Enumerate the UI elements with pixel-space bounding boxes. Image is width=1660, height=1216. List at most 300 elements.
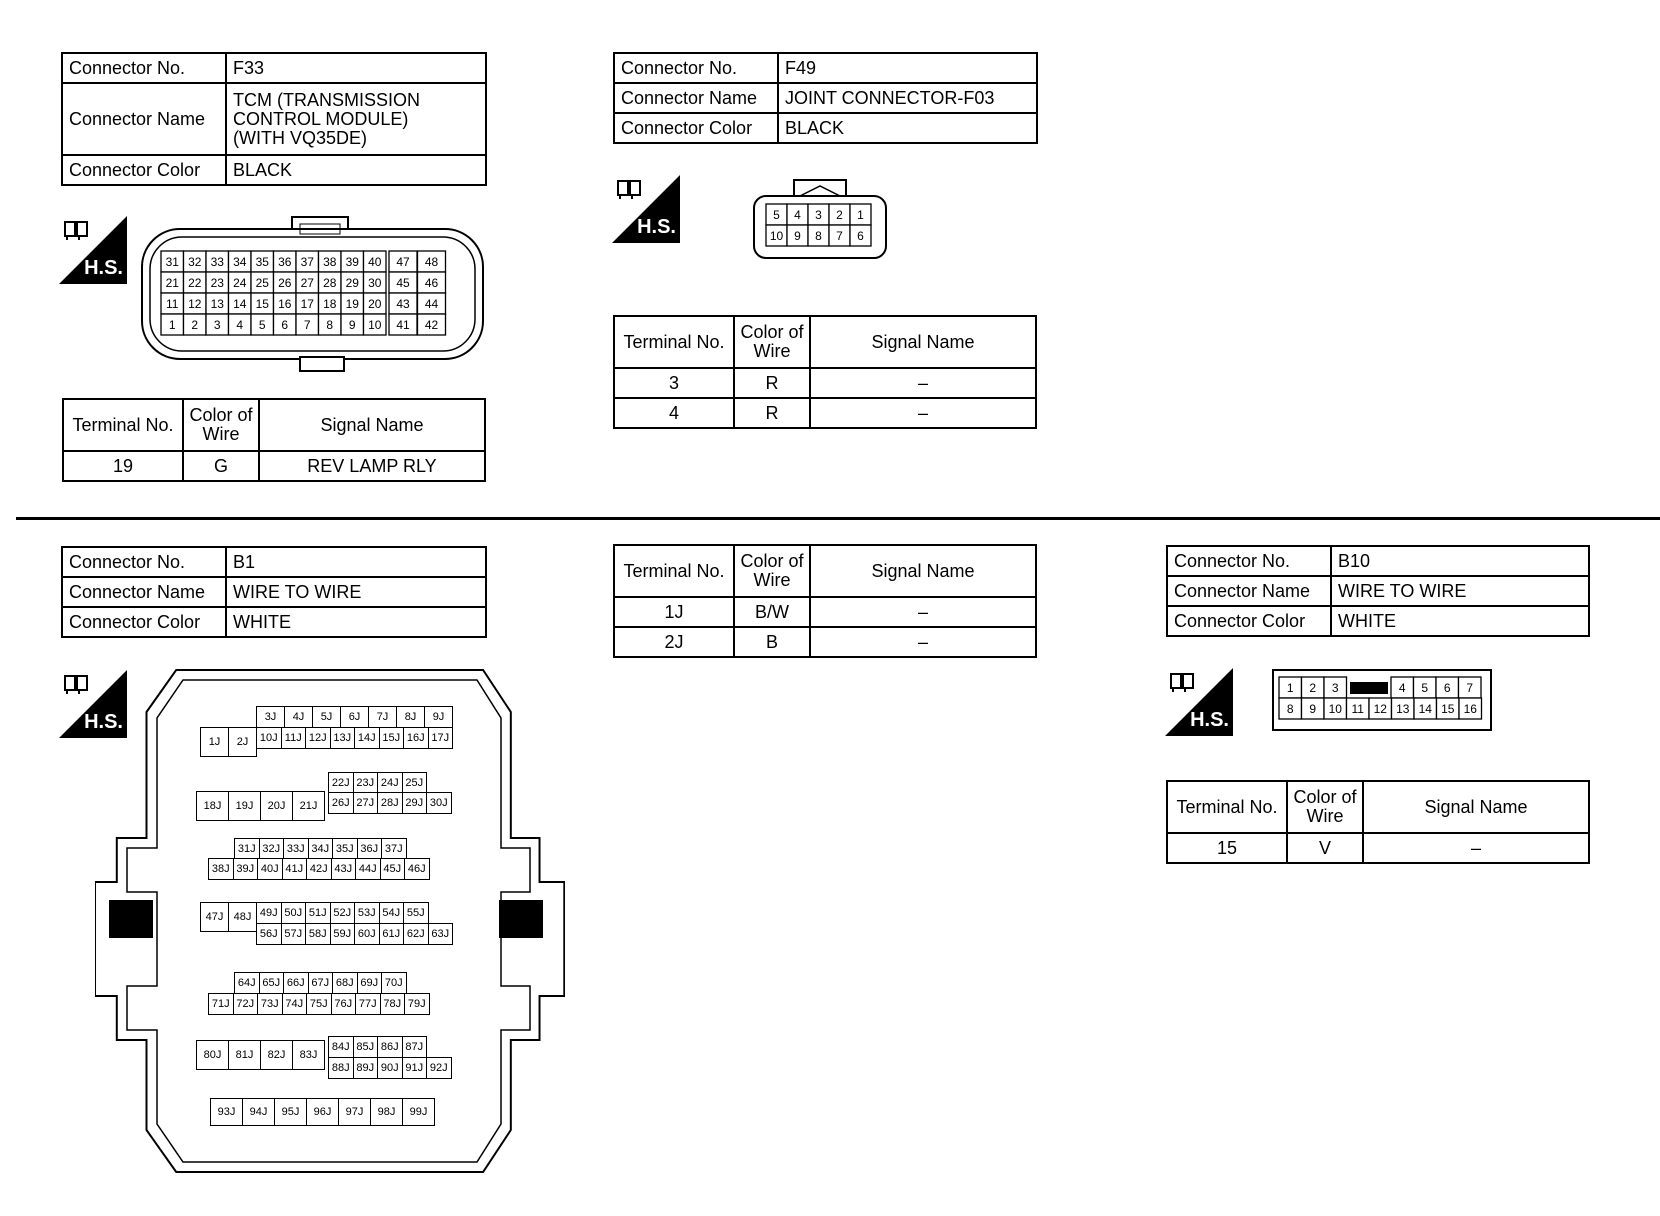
connector-pin-5 — [251, 314, 274, 335]
connector-pin-12 — [1369, 698, 1392, 719]
connector-pin-15 — [251, 293, 274, 314]
f49-info-table — [613, 52, 1038, 144]
svg-text:40: 40 — [368, 254, 382, 269]
table-cell-signal: – — [810, 597, 1036, 627]
connector-cavity-89J: 89J — [353, 1057, 379, 1079]
table-cell-color: V — [1287, 833, 1363, 863]
connector-cavity-38J: 38J — [208, 858, 234, 880]
svg-text:12: 12 — [188, 296, 202, 311]
connector-cavity-18J: 18J — [196, 791, 229, 821]
svg-text:35: 35 — [255, 254, 269, 269]
table-cell-color: R — [734, 398, 810, 428]
connector-cavity-95J: 95J — [274, 1098, 307, 1126]
connector-cavity-90J: 90J — [377, 1057, 403, 1079]
table-cell-signal: – — [810, 398, 1036, 428]
connector-cavity-87J: 87J — [402, 1036, 428, 1058]
connector-cavity-97J: 97J — [338, 1098, 371, 1126]
svg-text:26: 26 — [278, 275, 292, 290]
connector-pin-10 — [364, 314, 387, 335]
svg-text:10: 10 — [368, 317, 382, 332]
connector-pin-48 — [418, 251, 446, 272]
connector-cavity-57J: 57J — [281, 923, 307, 945]
b1-h-terminal: Terminal No. — [614, 545, 734, 597]
connector-cavity-69J: 69J — [357, 972, 383, 994]
svg-text:3: 3 — [213, 317, 221, 332]
table-cell-terminal: 15 — [1167, 833, 1287, 863]
b10-label-color: Connector Color — [1167, 606, 1331, 636]
section-divider — [16, 517, 1660, 520]
svg-text:45: 45 — [396, 275, 410, 290]
connector-pin-8 — [319, 314, 342, 335]
connector-pin-12 — [184, 293, 207, 314]
svg-text:22: 22 — [188, 275, 202, 290]
connector-pin-40 — [364, 251, 387, 272]
connector-cavity-47J: 47J — [200, 902, 229, 932]
svg-text:33: 33 — [210, 254, 224, 269]
connector-cavity-11J: 11J — [281, 727, 307, 749]
svg-text:4: 4 — [1398, 680, 1406, 695]
f33-h-color: Color of Wire — [183, 399, 259, 451]
connector-cavity-66J: 66J — [283, 972, 309, 994]
connector-pin-11 — [161, 293, 184, 314]
b10-connector-face — [1272, 669, 1492, 731]
f33-connector-color: BLACK — [226, 155, 486, 185]
b10-connector-color: WHITE — [1331, 606, 1589, 636]
svg-text:5: 5 — [773, 207, 780, 222]
connector-cavity-21J: 21J — [292, 791, 325, 821]
b1-terminal-table — [613, 544, 1037, 658]
svg-text:29: 29 — [345, 275, 359, 290]
svg-text:18: 18 — [323, 296, 337, 311]
svg-text:10: 10 — [769, 228, 784, 243]
b10-label-no: Connector No. — [1167, 546, 1331, 576]
connector-cavity-23J: 23J — [353, 772, 379, 794]
b1-h-signal: Signal Name — [810, 545, 1036, 597]
f33-connector-name: TCM (TRANSMISSION CONTROL MODULE) (WITH VQ35DE) — [226, 83, 486, 155]
connector-pin-2 — [829, 204, 850, 225]
connector-pin-4 — [229, 314, 252, 335]
b10-connector-name: WIRE TO WIRE — [1331, 576, 1589, 606]
hs-label: H.S. — [84, 711, 123, 733]
connector-pin-26 — [274, 272, 297, 293]
connector-cavity-31J: 31J — [234, 838, 260, 860]
connector-cavity-61J: 61J — [379, 923, 405, 945]
svg-text:14: 14 — [233, 296, 247, 311]
connector-cavity-1J: 1J — [200, 727, 229, 757]
connector-cavity-27J: 27J — [353, 792, 379, 814]
connector-pin-6 — [274, 314, 297, 335]
svg-text:3: 3 — [1331, 680, 1339, 695]
f49-connector-face — [752, 178, 888, 260]
connector-cavity-77J: 77J — [355, 993, 381, 1015]
connector-cavity-65J: 65J — [259, 972, 285, 994]
svg-text:41: 41 — [396, 317, 410, 332]
connector-cavity-51J: 51J — [305, 902, 331, 924]
b10-h-color: Color of Wire — [1287, 781, 1363, 833]
connector-cavity-26J: 26J — [328, 792, 354, 814]
hs-label: H.S. — [1190, 709, 1229, 731]
connector-cavity-94J: 94J — [242, 1098, 275, 1126]
svg-text:1: 1 — [1286, 680, 1294, 695]
connector-pin-32 — [184, 251, 207, 272]
connector-pin-47 — [389, 251, 417, 272]
connector-pin-34 — [229, 251, 252, 272]
svg-text:15: 15 — [1441, 701, 1455, 716]
f49-h-signal: Signal Name — [810, 316, 1036, 368]
f33-h-signal: Signal Name — [259, 399, 485, 451]
connector-cavity-67J: 67J — [308, 972, 334, 994]
svg-text:9: 9 — [794, 228, 801, 243]
svg-text:3: 3 — [815, 207, 822, 222]
connector-cavity-15J: 15J — [379, 727, 405, 749]
connector-cavity-40J: 40J — [257, 858, 283, 880]
connector-cavity-33J: 33J — [283, 838, 309, 860]
connector-cavity-56J: 56J — [256, 923, 282, 945]
f33-connector-no: F33 — [226, 53, 486, 83]
b1-label-no: Connector No. — [62, 547, 226, 577]
connector-pin-18 — [319, 293, 342, 314]
connector-cavity-6J: 6J — [340, 706, 369, 728]
connector-cavity-85J: 85J — [353, 1036, 379, 1058]
b1-connector-no: B1 — [226, 547, 486, 577]
connector-cavity-42J: 42J — [306, 858, 332, 880]
connector-pin-9 — [1302, 698, 1325, 719]
connector-cavity-62J: 62J — [403, 923, 429, 945]
svg-text:43: 43 — [396, 296, 410, 311]
connector-pin-20 — [364, 293, 387, 314]
svg-text:32: 32 — [188, 254, 202, 269]
connector-pin-39 — [341, 251, 364, 272]
svg-text:23: 23 — [210, 275, 224, 290]
table-cell-terminal: 3 — [614, 368, 734, 398]
connector-cavity-79J: 79J — [404, 993, 430, 1015]
connector-pin-2 — [1302, 677, 1325, 698]
connector-pin-44 — [418, 293, 446, 314]
connector-cavity-34J: 34J — [308, 838, 334, 860]
connector-cavity-72J: 72J — [233, 993, 259, 1015]
f49-terminal-table — [613, 315, 1037, 429]
connector-pin-42 — [418, 314, 446, 335]
connector-pin-5 — [766, 204, 787, 225]
key-block — [1350, 682, 1388, 694]
connector-pin-17 — [296, 293, 319, 314]
connector-cavity-46J: 46J — [404, 858, 430, 880]
connector-pin-6 — [1436, 677, 1459, 698]
b1-label-color: Connector Color — [62, 607, 226, 637]
f33-connector-face — [140, 216, 485, 374]
connector-pin-7 — [829, 225, 850, 246]
connector-cavity-4J: 4J — [284, 706, 313, 728]
svg-text:5: 5 — [1421, 680, 1429, 695]
connector-cavity-78J: 78J — [380, 993, 406, 1015]
connector-cavity-91J: 91J — [402, 1057, 428, 1079]
connector-pin-7 — [296, 314, 319, 335]
connector-pin-7 — [1459, 677, 1482, 698]
connector-pin-14 — [1414, 698, 1437, 719]
svg-text:25: 25 — [255, 275, 269, 290]
svg-text:24: 24 — [233, 275, 247, 290]
connector-cavity-44J: 44J — [355, 858, 381, 880]
svg-text:42: 42 — [424, 317, 439, 332]
b1-info-table — [61, 546, 487, 638]
b1-connector-name: WIRE TO WIRE — [226, 577, 486, 607]
connector-cavity-86J: 86J — [377, 1036, 403, 1058]
connector-cavity-70J: 70J — [381, 972, 407, 994]
table-cell-color: B/W — [734, 597, 810, 627]
svg-text:31: 31 — [165, 254, 179, 269]
f33-h-terminal: Terminal No. — [63, 399, 183, 451]
svg-text:13: 13 — [210, 296, 224, 311]
connector-pin-11 — [1347, 698, 1370, 719]
connector-cavity-68J: 68J — [332, 972, 358, 994]
connector-cavity-64J: 64J — [234, 972, 260, 994]
connector-cavity-75J: 75J — [306, 993, 332, 1015]
connector-cavity-32J: 32J — [259, 838, 285, 860]
connector-cavity-2J: 2J — [228, 727, 257, 757]
table-cell-color: G — [183, 451, 259, 481]
connector-cavity-58J: 58J — [305, 923, 331, 945]
svg-text:20: 20 — [368, 296, 382, 311]
b1-h-color: Color of Wire — [734, 545, 810, 597]
connector-pin-37 — [296, 251, 319, 272]
connector-cavity-74J: 74J — [282, 993, 308, 1015]
svg-text:4: 4 — [236, 317, 244, 332]
connector-pin-1 — [161, 314, 184, 335]
hs-label: H.S. — [637, 216, 676, 238]
connector-cavity-19J: 19J — [228, 791, 261, 821]
connector-pin-25 — [251, 272, 274, 293]
connector-cavity-88J: 88J — [328, 1057, 354, 1079]
svg-text:8: 8 — [1286, 701, 1294, 716]
connector-cavity-73J: 73J — [257, 993, 283, 1015]
connector-pin-30 — [364, 272, 387, 293]
connector-cavity-98J: 98J — [370, 1098, 403, 1126]
hs-icon — [1165, 668, 1233, 736]
svg-text:6: 6 — [857, 228, 864, 243]
svg-text:37: 37 — [300, 254, 314, 269]
b10-label-name: Connector Name — [1167, 576, 1331, 606]
connector-cavity-60J: 60J — [354, 923, 380, 945]
connector-cavity-36J: 36J — [357, 838, 383, 860]
connector-cavity-76J: 76J — [331, 993, 357, 1015]
svg-text:2: 2 — [191, 317, 199, 332]
b10-h-terminal: Terminal No. — [1167, 781, 1287, 833]
connector-cavity-55J: 55J — [403, 902, 429, 924]
connector-cavity-29J: 29J — [402, 792, 428, 814]
table-cell-color: B — [734, 627, 810, 657]
svg-text:5: 5 — [258, 317, 266, 332]
svg-text:46: 46 — [424, 275, 439, 290]
svg-text:9: 9 — [1309, 701, 1317, 716]
svg-text:2: 2 — [1309, 680, 1317, 695]
connector-pin-3 — [1324, 677, 1347, 698]
connector-pin-23 — [206, 272, 229, 293]
connector-pin-2 — [184, 314, 207, 335]
f49-label-name: Connector Name — [614, 83, 778, 113]
svg-text:16: 16 — [278, 296, 292, 311]
table-cell-signal: – — [810, 368, 1036, 398]
connector-cavity-5J: 5J — [312, 706, 341, 728]
b10-terminal-table — [1166, 780, 1590, 864]
connector-pin-21 — [161, 272, 184, 293]
svg-text:7: 7 — [303, 317, 311, 332]
connector-pin-28 — [319, 272, 342, 293]
f33-label-no: Connector No. — [62, 53, 226, 83]
svg-text:14: 14 — [1418, 701, 1432, 716]
connector-cavity-14J: 14J — [354, 727, 380, 749]
connector-pin-9 — [787, 225, 808, 246]
connector-pin-9 — [341, 314, 364, 335]
connector-pin-19 — [341, 293, 364, 314]
connector-pin-22 — [184, 272, 207, 293]
connector-cavity-49J: 49J — [256, 902, 282, 924]
f49-label-color: Connector Color — [614, 113, 778, 143]
connector-pin-36 — [274, 251, 297, 272]
f49-connector-no: F49 — [778, 53, 1037, 83]
table-cell-signal: REV LAMP RLY — [259, 451, 485, 481]
table-cell-signal: – — [810, 627, 1036, 657]
connector-cavity-8J: 8J — [396, 706, 425, 728]
svg-text:48: 48 — [424, 254, 439, 269]
hs-icon — [612, 175, 680, 243]
connector-cavity-43J: 43J — [331, 858, 357, 880]
connector-cavity-10J: 10J — [256, 727, 282, 749]
svg-text:39: 39 — [345, 254, 359, 269]
connector-pin-13 — [1392, 698, 1415, 719]
connector-cavity-48J: 48J — [228, 902, 257, 932]
connector-pin-1 — [1279, 677, 1302, 698]
connector-cavity-3J: 3J — [256, 706, 285, 728]
hs-icon — [59, 216, 127, 284]
f33-label-color: Connector Color — [62, 155, 226, 185]
connector-cavity-63J: 63J — [428, 923, 454, 945]
svg-text:7: 7 — [836, 228, 843, 243]
svg-text:6: 6 — [281, 317, 289, 332]
connector-cavity-83J: 83J — [292, 1040, 325, 1070]
connector-pin-16 — [1459, 698, 1482, 719]
svg-text:8: 8 — [326, 317, 334, 332]
connector-pin-13 — [206, 293, 229, 314]
connector-pin-14 — [229, 293, 252, 314]
b10-connector-no: B10 — [1331, 546, 1589, 576]
connector-pin-5 — [1414, 677, 1437, 698]
table-cell-terminal: 4 — [614, 398, 734, 428]
b1-connector-color: WHITE — [226, 607, 486, 637]
svg-text:4: 4 — [794, 207, 801, 222]
svg-text:10: 10 — [1328, 701, 1342, 716]
connector-cavity-54J: 54J — [379, 902, 405, 924]
svg-text:38: 38 — [323, 254, 337, 269]
svg-text:16: 16 — [1463, 701, 1477, 716]
svg-text:11: 11 — [166, 296, 179, 311]
connector-pin-4 — [787, 204, 808, 225]
svg-text:21: 21 — [165, 275, 179, 290]
f49-label-no: Connector No. — [614, 53, 778, 83]
connector-pin-29 — [341, 272, 364, 293]
connector-cavity-96J: 96J — [306, 1098, 339, 1126]
svg-text:36: 36 — [278, 254, 292, 269]
connector-cavity-71J: 71J — [208, 993, 234, 1015]
f49-connector-name: JOINT CONNECTOR-F03 — [778, 83, 1037, 113]
connector-cavity-24J: 24J — [377, 772, 403, 794]
table-cell-terminal: 19 — [63, 451, 183, 481]
b1-label-name: Connector Name — [62, 577, 226, 607]
svg-text:17: 17 — [300, 296, 314, 311]
connector-pin-4 — [1391, 677, 1414, 698]
connector-cavity-25J: 25J — [402, 772, 428, 794]
connector-cavity-80J: 80J — [196, 1040, 229, 1070]
connector-cavity-28J: 28J — [377, 792, 403, 814]
svg-text:13: 13 — [1396, 701, 1410, 716]
connector-cavity-41J: 41J — [282, 858, 308, 880]
table-cell-terminal: 2J — [614, 627, 734, 657]
connector-cavity-93J: 93J — [210, 1098, 243, 1126]
svg-text:30: 30 — [368, 275, 382, 290]
connector-pin-43 — [389, 293, 417, 314]
svg-text:34: 34 — [233, 254, 247, 269]
connector-pin-24 — [229, 272, 252, 293]
b10-h-signal: Signal Name — [1363, 781, 1589, 833]
connector-pin-8 — [808, 225, 829, 246]
connector-cavity-12J: 12J — [305, 727, 331, 749]
connector-cavity-81J: 81J — [228, 1040, 261, 1070]
table-cell-signal: – — [1363, 833, 1589, 863]
connector-cavity-82J: 82J — [260, 1040, 293, 1070]
svg-text:9: 9 — [348, 317, 356, 332]
connector-cavity-50J: 50J — [281, 902, 307, 924]
connector-pin-27 — [296, 272, 319, 293]
svg-text:44: 44 — [424, 296, 439, 311]
connector-cavity-9J: 9J — [424, 706, 453, 728]
svg-text:15: 15 — [255, 296, 269, 311]
connector-cavity-99J: 99J — [402, 1098, 435, 1126]
connector-pin-31 — [161, 251, 184, 272]
f49-connector-color: BLACK — [778, 113, 1037, 143]
connector-cavity-37J: 37J — [381, 838, 407, 860]
svg-text:6: 6 — [1443, 680, 1451, 695]
connector-pin-45 — [389, 272, 417, 293]
connector-pin-35 — [251, 251, 274, 272]
svg-text:19: 19 — [345, 296, 359, 311]
svg-text:27: 27 — [300, 275, 314, 290]
connector-cavity-20J: 20J — [260, 791, 293, 821]
connector-pin-46 — [418, 272, 446, 293]
table-cell-color: R — [734, 368, 810, 398]
connector-pin-41 — [389, 314, 417, 335]
connector-cavity-52J: 52J — [330, 902, 356, 924]
svg-text:1: 1 — [168, 317, 176, 332]
svg-text:11: 11 — [1351, 701, 1364, 716]
b10-info-table — [1166, 545, 1590, 637]
connector-cavity-45J: 45J — [380, 858, 406, 880]
connector-pin-33 — [206, 251, 229, 272]
svg-text:12: 12 — [1373, 701, 1387, 716]
f33-label-name: Connector Name — [62, 83, 226, 155]
f49-h-color: Color of Wire — [734, 316, 810, 368]
connector-pin-3 — [808, 204, 829, 225]
connector-pin-8 — [1279, 698, 1302, 719]
f33-terminal-table — [62, 398, 486, 482]
connector-pin-10 — [766, 225, 787, 246]
hs-label: H.S. — [84, 257, 123, 279]
connector-cavity-53J: 53J — [354, 902, 380, 924]
connector-pin-3 — [206, 314, 229, 335]
table-cell-terminal: 1J — [614, 597, 734, 627]
connector-cavity-22J: 22J — [328, 772, 354, 794]
connector-pin-15 — [1437, 698, 1460, 719]
connector-cavity-59J: 59J — [330, 923, 356, 945]
svg-text:8: 8 — [815, 228, 822, 243]
